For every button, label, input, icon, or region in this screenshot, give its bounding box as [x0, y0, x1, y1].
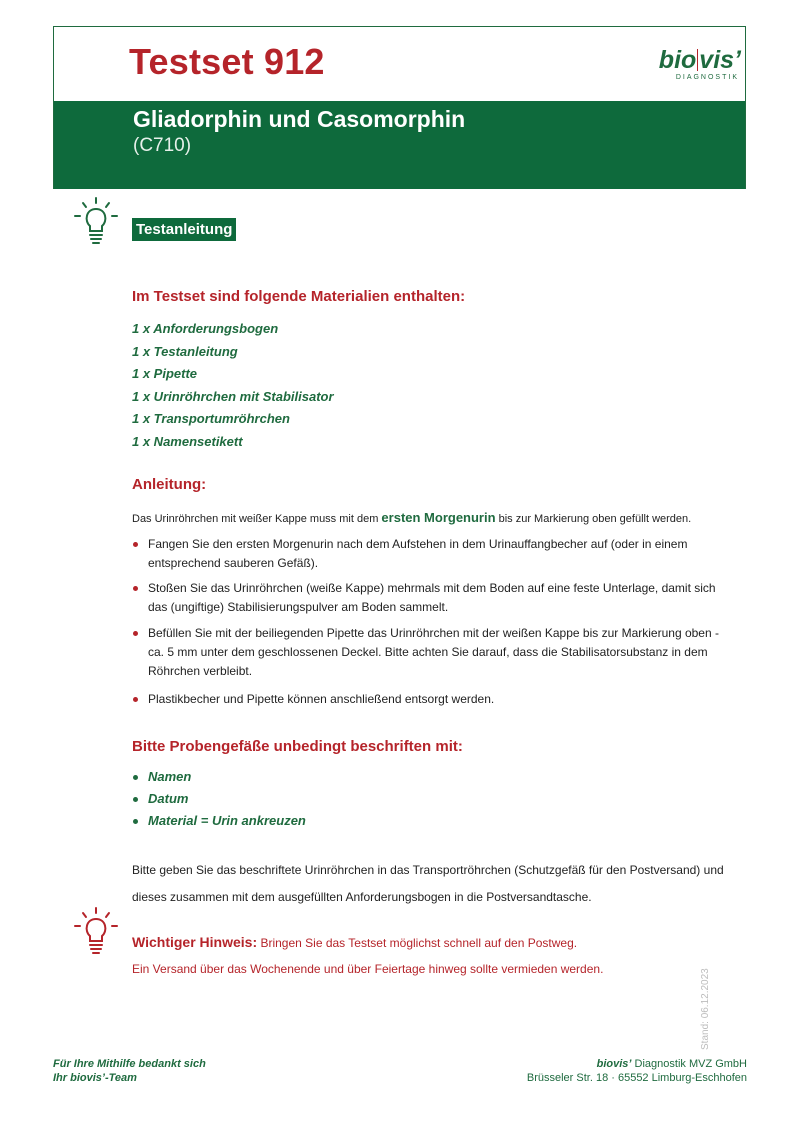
thanks-line-2: Ihr biovis’-Team — [53, 1072, 137, 1084]
title-band — [54, 101, 745, 189]
list-item: 1 x Urinröhrchen mit Stabilisator — [132, 388, 334, 404]
logo-right: vis’ — [699, 46, 741, 74]
list-item: Stoßen Sie das Urinröhrchen (weiße Kappe) mehrmals mit dem Boden auf eine feste Unterlage, damit sich das (ungiftige) Stabilisierungspulver am Boden sammelt. — [132, 579, 722, 617]
logo-subtitle: DIAGNOSTIK — [675, 74, 739, 81]
test-name: Gliadorphin und Casomorphin — [133, 106, 466, 132]
list-item: Plastikbecher und Pipette können anschließend entsorgt werden. — [132, 690, 722, 709]
footer-company — [527, 1057, 747, 1085]
intro-text-end: bis zur Markierung oben gefüllt werden. — [495, 513, 692, 525]
list-item: 1 x Testanleitung — [132, 343, 238, 359]
hint-label: Wichtiger Hinweis: — [132, 934, 258, 950]
list-item: 1 x Anforderungsbogen — [132, 321, 279, 336]
materials-heading: Im Testset sind folgende Materialien enthalten: — [132, 288, 466, 305]
list-item: Fangen Sie den ersten Morgenurin nach dem Aufstehen in dem Urinauffangbecher auf (oder in einem entsprechend sauberen Gefäß). — [132, 535, 722, 573]
header — [53, 26, 746, 189]
biovis-logo — [631, 47, 741, 81]
thanks-line-1: Für Ihre Mithilfe bedankt sich — [53, 1058, 206, 1070]
page-title: Testset 912 — [129, 41, 325, 82]
important-hint — [132, 929, 603, 982]
materials-list — [132, 320, 334, 456]
company-name: Diagnostik MVZ GmbH — [631, 1058, 747, 1070]
instructions-heading: Anleitung: — [132, 476, 207, 493]
list-item: 1 x Namensetikett — [132, 433, 243, 449]
hint-line-1: Bringen Sie das Testset möglichst schnell auf den Postweg. — [257, 936, 578, 950]
test-code: (C710) — [133, 135, 192, 156]
footer-thanks — [53, 1057, 206, 1085]
date-stamp: Stand: 06.12.2023 — [700, 968, 711, 1050]
lightbulb-icon — [72, 196, 122, 246]
company-brand: biovis’ — [596, 1058, 632, 1070]
intro-emphasis: ersten Morgenurin — [381, 510, 496, 525]
list-item: 1 x Pipette — [132, 366, 198, 382]
list-item: Befüllen Sie mit der beiliegenden Pipette das Urinröhrchen mit der weißen Kappe bis zur Markierung oben - ca. 5 mm unter dem geschlossenen Deckel. Bitte achten Sie darauf, dass die Stabilisatorsubstanz in dem Röhrchen verbleibt. — [132, 624, 722, 681]
logo-left: bio — [658, 46, 697, 74]
shipping-text: Bitte geben Sie das beschriftete Urinröhrchen in das Transportröhrchen (Schutzgefäß für den Postversand) und dieses zusammen mit dem ausgefüllten Anforderungsbogen in die Postversandtasche. — [132, 863, 724, 904]
intro-text-start: Das Urinröhrchen mit weißer Kappe muss mit dem — [132, 513, 382, 525]
list-item: Namen — [132, 768, 306, 790]
list-item: 1 x Transportumröhrchen — [132, 411, 290, 427]
lightbulb-warning-icon — [72, 906, 122, 956]
labeling-heading: Bitte Probengefäße unbedingt beschriften mit: — [132, 738, 463, 755]
company-address: Brüsseler Str. 18 · 65552 Limburg-Eschhofen — [526, 1072, 747, 1084]
instructions-intro — [132, 510, 691, 525]
labeling-list — [132, 768, 306, 834]
section-label: Testanleitung — [132, 218, 236, 241]
hint-line-2: Ein Versand über das Wochenende und über Feiertage hinweg sollte vermieden werden. — [132, 962, 604, 976]
list-item: Material = Urin ankreuzen — [132, 812, 306, 834]
list-item: Datum — [132, 790, 306, 812]
